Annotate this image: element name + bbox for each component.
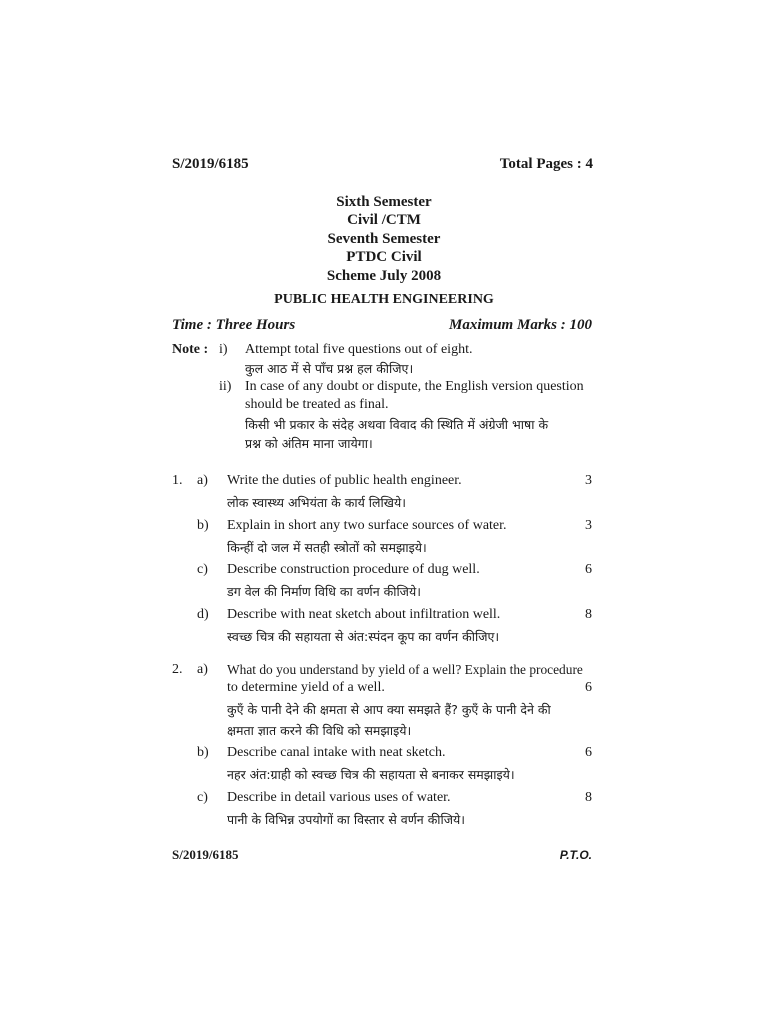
q2b-label: b)	[197, 745, 209, 760]
note-ii-hindi-1: किसी भी प्रकार के संदेह अथवा विवाद की स्थिति में अंग्रेजी भाषा के	[245, 417, 549, 432]
q2a-hindi-2: क्षमता ज्ञात करने की विधि को समझाइये।	[227, 723, 412, 738]
title-line-3: Seventh Semester	[327, 231, 441, 247]
q1b-english: Explain in short any two surface sources of water.	[227, 518, 507, 533]
q1b-hindi: किन्हीं दो जल में सतही स्त्रोतों को समझाइये।	[227, 540, 427, 555]
q1c-hindi: डग वेल की निर्माण विधि का वर्णन कीजिये।	[227, 584, 421, 599]
q1d-label: d)	[197, 607, 209, 622]
note-i-number: i)	[219, 342, 228, 357]
q2c-hindi: पानी के विभिन्न उपयोगों का विस्तार से वर्णन कीजिये।	[227, 812, 466, 827]
q1d-english: Describe with neat sketch about infiltration well.	[227, 607, 501, 622]
q2a-marks: 6	[585, 680, 592, 695]
q2c-label: c)	[197, 790, 208, 805]
q2a-english-2: to determine yield of a well.	[227, 680, 385, 695]
q1b-label: b)	[197, 518, 209, 533]
q2a-hindi-1: कुएँ के पानी देने की क्षमता से आप क्या समझते हैं? कुएँ के पानी देने की	[227, 702, 551, 717]
subject-title: PUBLIC HEALTH ENGINEERING	[274, 292, 494, 307]
note-ii-hindi-2: प्रश्न को अंतिम माना जायेगा।	[245, 436, 373, 451]
note-ii-english-2: should be treated as final.	[245, 397, 389, 412]
title-line-1: Sixth Semester	[336, 194, 432, 210]
q1d-marks: 8	[585, 607, 592, 622]
footer-paper-code: S/2019/6185	[172, 847, 239, 862]
q2a-label: a)	[197, 662, 208, 677]
time-label: Time : Three Hours	[172, 317, 296, 333]
total-pages: Total Pages : 4	[499, 156, 593, 172]
q2b-english: Describe canal intake with neat sketch.	[227, 745, 446, 760]
note-ii-english-1: In case of any doubt or dispute, the English version question	[245, 379, 584, 394]
q2c-english: Describe in detail various uses of water.	[227, 790, 451, 805]
q1d-hindi: स्वच्छ चित्र की सहायता से अंत:स्पंदन कूप का वर्णन कीजिए।	[227, 629, 500, 644]
title-line-4: PTDC Civil	[346, 249, 422, 265]
note-i-english: Attempt total five questions out of eight.	[245, 342, 473, 357]
q1b-marks: 3	[585, 518, 592, 533]
q2c-marks: 8	[585, 790, 592, 805]
q1a-english: Write the duties of public health engineer.	[227, 473, 462, 488]
paper-code: S/2019/6185	[172, 156, 249, 172]
note-label: Note :	[172, 342, 209, 357]
q1-number: 1.	[172, 473, 183, 488]
q1a-label: a)	[197, 473, 208, 488]
q1a-hindi: लोक स्वास्थ्य अभियंता के कार्य लिखिये।	[227, 495, 406, 510]
q2a-english-1: What do you understand by yield of a well? Explain the procedure	[227, 662, 583, 677]
q1a-marks: 3	[585, 473, 592, 488]
note-i-hindi: कुल आठ में से पाँच प्रश्न हल कीजिए।	[245, 361, 414, 376]
q2-number: 2.	[172, 662, 183, 677]
q2b-marks: 6	[585, 745, 592, 760]
q2b-hindi: नहर अंत:ग्राही को स्वच्छ चित्र की सहायता से बनाकर समझाइये।	[227, 767, 515, 782]
note-ii-number: ii)	[219, 379, 232, 394]
title-line-2: Civil /CTM	[347, 212, 421, 228]
q1c-marks: 6	[585, 562, 592, 577]
q1c-label: c)	[197, 562, 208, 577]
q1c-english: Describe construction procedure of dug well.	[227, 562, 480, 577]
title-line-5: Scheme July 2008	[326, 268, 442, 284]
pto-label: P.T.O.	[559, 848, 592, 862]
max-marks-label: Maximum Marks : 100	[449, 317, 592, 333]
